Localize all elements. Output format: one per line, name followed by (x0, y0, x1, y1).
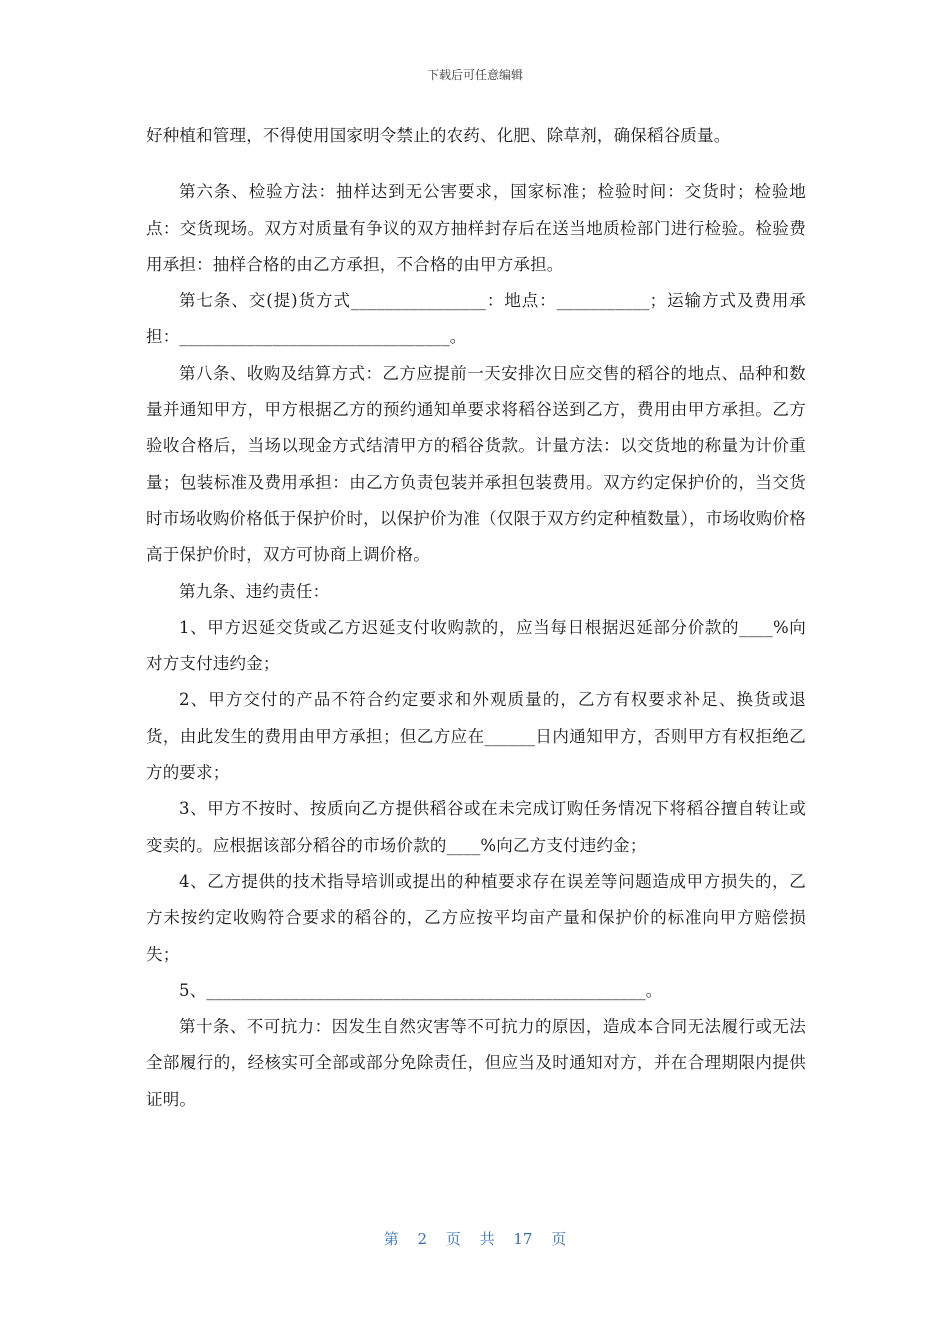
article-6-inspection: 第六条、检验方法：抽样达到无公害要求，国家标准；检验时间：交货时；检验地点：交货现场。双方对质量有争议的双方抽样封存后在送当地质检部门进行检验。检验费用承担：抽样合格的由乙方承担，不合格的由甲方承担。 (146, 182, 806, 274)
article-9-item-4: 4、乙方提供的技术指导培训或提出的种植要求存在误差等问题造成甲方损失的，乙方未按约定收购符合要求的稻谷的，乙方应按平均亩产量和保护价的标准向甲方赔偿损失； (146, 871, 806, 964)
article-7-delivery: 第七条、交(提)货方式________________：地点：___________；运输方式及费用承担：________________________________。 (146, 291, 806, 347)
article-9-item-3: 3、甲方不按时、按质向乙方提供稻谷或在未完成订购任务情况下将稻谷擅自转让或变卖的。应根据该部分稻谷的市场价款的____%向乙方支付违约金； (146, 799, 806, 855)
footer-label-end: 页 (551, 1230, 567, 1248)
article-9-item-1: 1、甲方迟延交货或乙方迟延支付收购款的，应当每日根据迟延部分价款的____%向对方支付违约金； (146, 617, 806, 674)
article-10-force-majeure: 第十条、不可抗力：因发生自然灾害等不可抗力的原因，造成本合同无法履行或无法全部履行的，经核实可全部或部分免除责任，但应当及时通知对方，并在合理期限内提供证明。 (146, 1017, 806, 1109)
page-footer (0, 1228, 950, 1249)
page-header: 下载后可任意编辑 (426, 68, 523, 82)
footer-label-page: 第 (383, 1230, 399, 1248)
article-9-heading: 第九条、违约责任： (179, 581, 330, 601)
footer-label-of: 页 共 (445, 1230, 495, 1248)
document-body (146, 118, 806, 1118)
article-9-item-5: 5、____________________________________________________。 (179, 980, 663, 1000)
article-9-item-2: 2、甲方交付的产品不符合约定要求和外观质量的，乙方有权要求补足、换货或退货，由此发生的费用由甲方承担；但乙方应在______日内通知甲方，否则甲方有权拒绝乙方的要求； (146, 690, 806, 783)
article-8-settlement: 第八条、收购及结算方式：乙方应提前一天安排次日应交售的稻谷的地点、品种和数量并通知甲方，甲方根据乙方的预约通知单要求将稻谷送到乙方，费用由甲方承担。乙方验收合格后，当场以现金方式结清甲方的稻谷货款。计量方法：以交货地的称量为计价重量；包装标准及费用承担：由乙方负责包装并承担包装费用。双方约定保护价的，当交货时市场收购价格低于保护价时，以保护价为准（仅限于双方约定种植数量），市场收购价格高于保护价时，双方可协商上调价格。 (146, 363, 806, 565)
footer-current-page: 2 (417, 1230, 428, 1248)
footer-total-pages: 17 (513, 1230, 533, 1248)
paragraph-continuation: 好种植和管理，不得使用国家明令禁止的农药、化肥、除草剂，确保稻谷质量。 (146, 126, 731, 145)
